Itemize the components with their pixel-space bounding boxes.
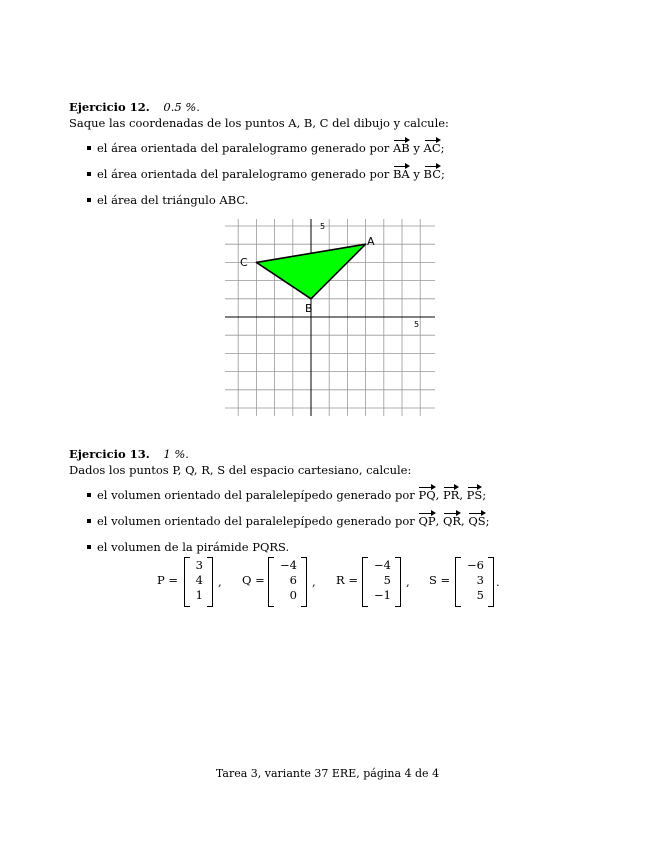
matrix-label: S =: [429, 573, 451, 587]
page-footer: Tarea 3, variante 37 ERE, página 4 de 4: [215, 767, 440, 780]
matrix-value: 5: [476, 588, 484, 602]
list-item: [69, 534, 589, 560]
matrix-value: −4: [374, 558, 391, 572]
exercise-13: [69, 446, 589, 560]
list-item: [69, 161, 589, 187]
matrix-column: [191, 558, 203, 603]
matrix-value: 4: [195, 573, 203, 587]
item-text: el área del triángulo ABC.: [97, 193, 249, 207]
exercise-13-header: [69, 446, 589, 462]
list-item: [69, 135, 589, 161]
left-bracket: [184, 557, 190, 607]
right-bracket: [395, 557, 401, 607]
list-item: el volumen orientado del paralelepípedo generado por PQ, PR, PS;: [69, 482, 589, 508]
item-end: ;: [441, 167, 445, 181]
matrix-punct: ,: [218, 575, 222, 589]
exercise-13-points: 1 %.: [163, 447, 189, 461]
vector-bc: BC: [423, 167, 441, 181]
matrix-punct: ,: [312, 575, 316, 589]
point-label-c: C: [240, 256, 248, 269]
vector-qs: QS: [468, 514, 486, 528]
matrix-label: R =: [336, 573, 358, 587]
matrix-value: −4: [280, 558, 297, 572]
coordinate-graph: [225, 219, 435, 422]
matrix-column: [275, 558, 297, 603]
list-item: [69, 187, 589, 213]
left-bracket: [455, 557, 461, 607]
matrix-column: [462, 558, 484, 603]
item-end: ;: [482, 488, 487, 502]
vector-qr: QR: [442, 514, 462, 528]
item-text: el volumen de la pirámide PQRS.: [97, 540, 290, 554]
matrix-value: 5: [383, 573, 391, 587]
left-bracket: [268, 557, 274, 607]
right-bracket: [301, 557, 307, 607]
item-text: el área orientada del paralelogramo generado por: [97, 141, 390, 155]
exercise-12: [69, 99, 589, 213]
vector-pq: PQ: [418, 488, 436, 502]
matrix-value: 1: [195, 588, 203, 602]
matrix-value: 3: [195, 558, 203, 572]
matrix-value: −1: [374, 588, 391, 602]
matrix-value: 0: [289, 588, 297, 602]
exercise-12-points: 0.5 %.: [163, 100, 200, 114]
item-text: el volumen orientado del paralelepípedo generado por: [97, 514, 415, 528]
item-end: ;: [440, 141, 445, 155]
matrix-value: −6: [467, 558, 484, 572]
exercise-12-list: [69, 135, 589, 213]
exercise-12-title: Ejercicio 12.: [69, 100, 150, 114]
matrix-value: 6: [289, 573, 297, 587]
tick-label-x: 5: [414, 320, 420, 329]
exercise-13-intro: Dados los puntos P, Q, R, S del espacio cartesiano, calcule:: [69, 463, 412, 477]
exercise-13-list: [69, 482, 589, 560]
item-text: el volumen orientado del paralelepípedo generado por: [97, 488, 415, 502]
tick-label-y: 5: [320, 222, 326, 231]
matrix-punct: ,: [406, 575, 410, 589]
vector-ps: PS: [466, 488, 483, 502]
exercise-13-title: Ejercicio 13.: [69, 447, 150, 461]
item-end: ;: [485, 514, 490, 528]
left-bracket: [362, 557, 368, 607]
matrix-column: [369, 558, 391, 603]
vector-ba: BA: [392, 167, 410, 181]
exercise-12-intro: Saque las coordenadas de los puntos A, B, C del dibujo y calcule:: [69, 116, 449, 130]
right-bracket: [207, 557, 213, 607]
vector-ab: AB: [392, 141, 410, 155]
matrix-punct: .: [496, 575, 500, 589]
vector-ac: AC: [423, 141, 441, 155]
vector-qp: QP: [418, 514, 436, 528]
matrix-value: 3: [476, 573, 484, 587]
matrix-label: Q =: [242, 573, 265, 587]
exercise-12-header: [69, 99, 589, 115]
item-join: y: [413, 167, 420, 181]
point-label-b: B: [305, 302, 313, 315]
point-label-a: A: [367, 235, 375, 248]
vector-pr: PR: [442, 488, 460, 502]
right-bracket: [488, 557, 494, 607]
list-item: el volumen orientado del paralelepípedo generado por QP, QR, QS;: [69, 508, 589, 534]
item-join: y: [413, 141, 420, 155]
matrix-label: P =: [157, 573, 179, 587]
item-text: el área orientada del paralelogramo generado por: [97, 167, 390, 181]
